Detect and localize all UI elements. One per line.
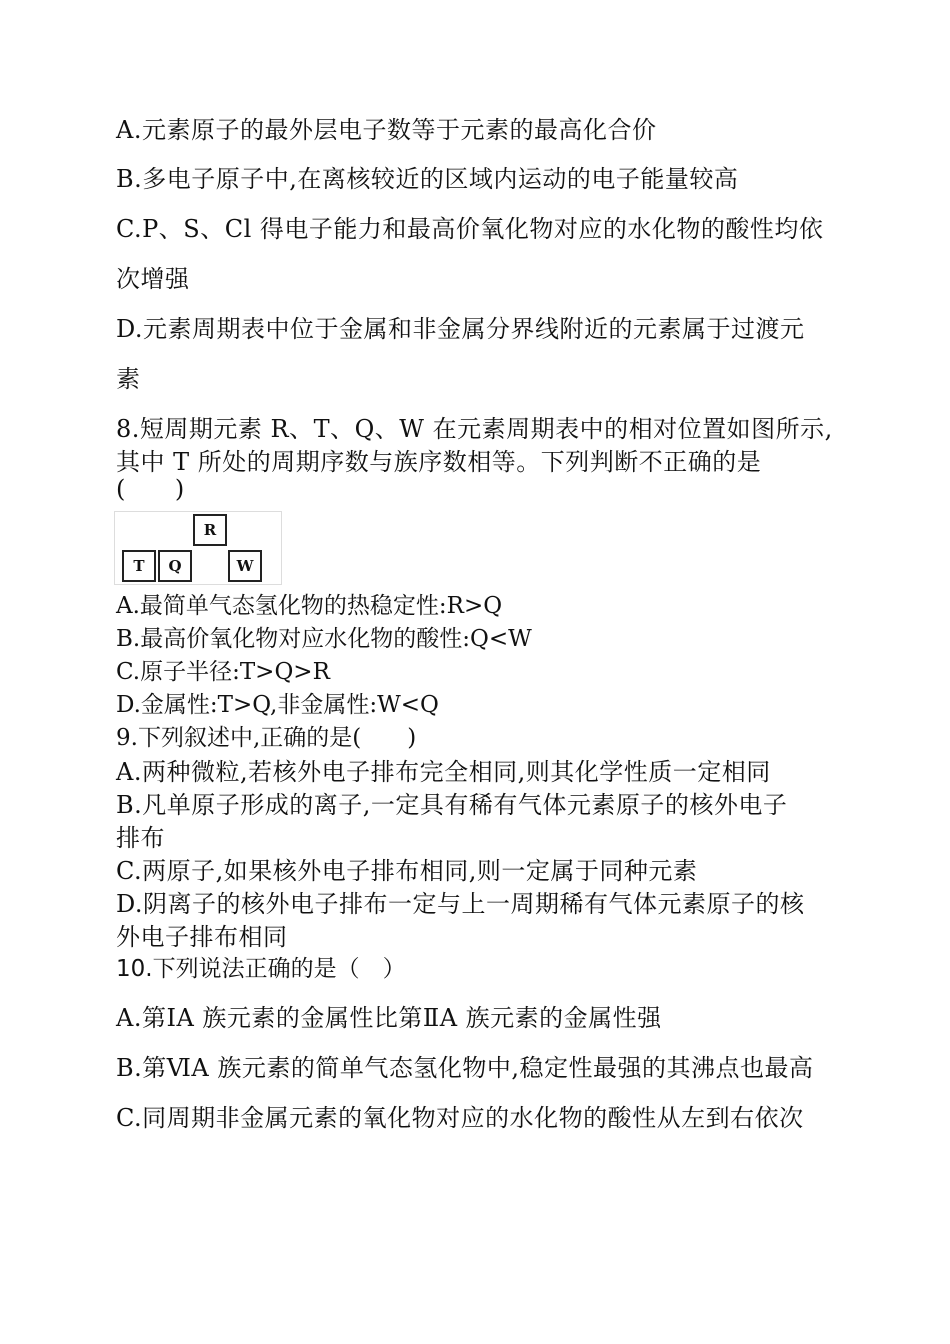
question-8-blank: ( ) (116, 475, 185, 503)
option-9b: B.凡单原子形成的离子,一定具有稀有气体元素原子的核外电子 (116, 791, 788, 819)
option-7d: D.元素周期表中位于金属和非金属分界线附近的元素属于过渡元 (116, 315, 805, 343)
periodic-position-figure (114, 511, 282, 585)
question-8-stem-cont: 其中 T 所处的周期序数与族序数相等。下列判断不正确的是 (116, 448, 762, 476)
option-7c-cont: 次增强 (116, 265, 190, 293)
option-9d: D.阴离子的核外电子排布一定与上一周期稀有气体元素原子的核 (116, 890, 805, 918)
option-7c: C.P、S、Cl 得电子能力和最高价氧化物对应的水化物的酸性均依 (116, 215, 824, 243)
option-7a: A.元素原子的最外层电子数等于元素的最高化合价 (116, 116, 657, 144)
option-8b: B.最高价氧化物对应水化物的酸性:Q<W (116, 626, 532, 652)
option-10a: A.第ⅠA 族元素的金属性比第ⅡA 族元素的金属性强 (116, 1004, 662, 1032)
cell-q: Q (158, 550, 192, 582)
cell-w: W (228, 550, 262, 582)
option-9d-cont: 外电子排布相同 (116, 923, 288, 951)
option-8c: C.原子半径:T>Q>R (116, 659, 330, 685)
option-9a: A.两种微粒,若核外电子排布完全相同,则其化学性质一定相同 (116, 758, 771, 786)
cell-r: R (193, 514, 227, 546)
option-8a: A.最简单气态氢化物的热稳定性:R>Q (116, 593, 503, 619)
option-8d: D.金属性:T>Q,非金属性:W<Q (116, 692, 439, 718)
cell-t: T (122, 550, 156, 582)
question-9-stem: 9.下列叙述中,正确的是( ) (116, 725, 417, 751)
option-7d-cont: 素 (116, 365, 141, 393)
option-7b: B.多电子原子中,在离核较近的区域内运动的电子能量较高 (116, 165, 739, 193)
option-10c: C.同周期非金属元素的氧化物对应的水化物的酸性从左到右依次 (116, 1104, 804, 1132)
option-9b-cont: 排布 (116, 824, 165, 852)
option-9c: C.两原子,如果核外电子排布相同,则一定属于同种元素 (116, 857, 698, 885)
question-8-stem: 8.短周期元素 R、T、Q、W 在元素周期表中的相对位置如图所示, (116, 415, 833, 443)
question-10-stem: 10.下列说法正确的是（ ） (116, 956, 406, 982)
option-10b: B.第ⅥA 族元素的简单气态氢化物中,稳定性最强的其沸点也最高 (116, 1054, 814, 1082)
